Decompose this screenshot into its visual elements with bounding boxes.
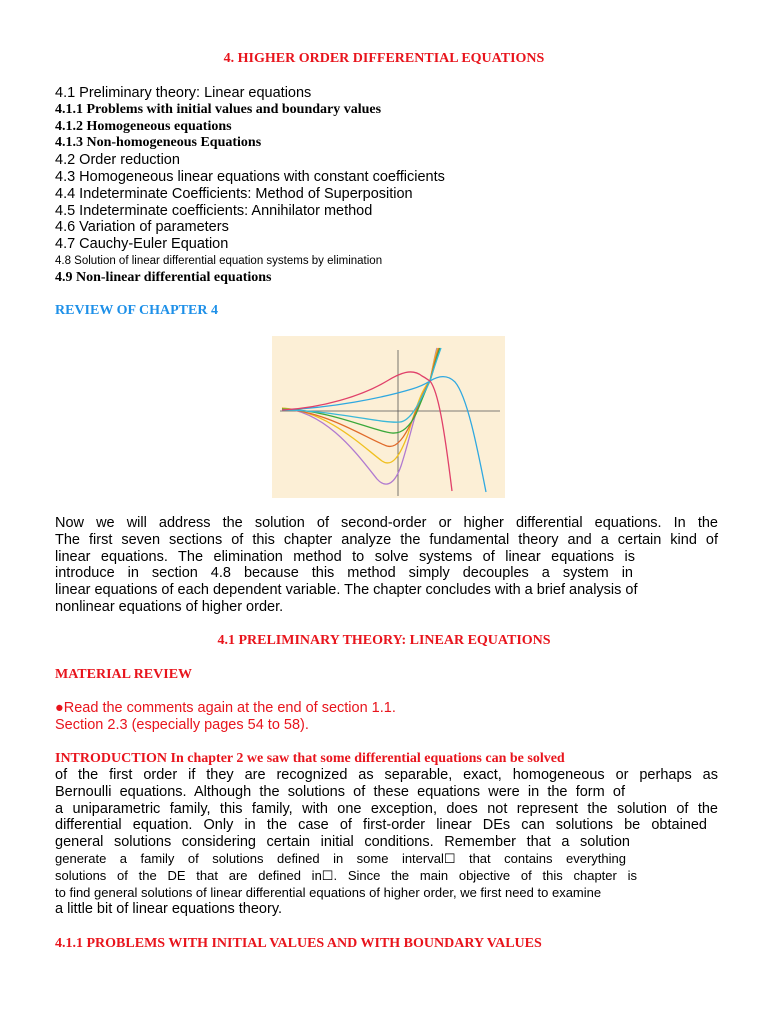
material-review-item: Section 2.3 (especially pages 54 to 58). xyxy=(55,716,309,733)
toc-item: 4.5 Indeterminate coefficients: Annihilator method xyxy=(55,202,373,219)
text-line: differential equation. Only in the case of first-order linear DEs can solutions be obtained xyxy=(55,817,707,834)
toc-item: 4.1.3 Non-homogeneous Equations xyxy=(55,135,262,151)
toc-item: 4.1.1 Problems with initial values and boundary values xyxy=(55,101,382,117)
table-of-contents xyxy=(55,85,445,287)
material-review-item: ●Read the comments again at the end of section 1.1. xyxy=(55,700,396,716)
solution-curve xyxy=(282,377,486,492)
text-line: of the first order if they are recognized as separable, exact, homogeneous or perhaps as xyxy=(55,767,718,783)
text-line: linear equations of each dependent variable. The chapter concludes with a brief analysis of xyxy=(55,582,638,599)
introduction-paragraph xyxy=(55,767,718,918)
toc-item: 4.6 Variation of parameters xyxy=(55,219,229,236)
text-line: Now we will address the solution of second-order or higher differential equations. In the xyxy=(55,515,718,531)
text-line: Bernoulli equations. Although the solutions of these equations were in the form of xyxy=(55,783,625,800)
toc-item: 4.3 Homogeneous linear equations with constant coefficients xyxy=(55,168,445,185)
text-line: linear equations. The elimination method to solve systems of linear equations is xyxy=(55,548,635,565)
material-review-list xyxy=(55,700,396,734)
solution-curves-figure xyxy=(272,336,505,498)
text-line: solutions of the DE that are defined in☐. Since the main objective of this chapter is xyxy=(55,867,637,883)
text-line: a uniparametric family, this family, with one exception, does not represent the solution of the xyxy=(55,800,718,817)
section-4-1-1-heading: 4.1.1 PROBLEMS WITH INITIAL VALUES AND WITH BOUNDARY VALUES xyxy=(55,936,542,951)
toc-item: 4.8 Solution of linear differential equation systems by elimination xyxy=(55,254,383,267)
text-line: nonlinear equations of higher order. xyxy=(55,598,284,615)
solution-curves-plot xyxy=(272,336,505,498)
chapter-title: 4. HIGHER ORDER DIFFERENTIAL EQUATIONS xyxy=(223,51,545,66)
solution-curve xyxy=(282,348,440,433)
solution-curve xyxy=(282,348,438,463)
material-review-heading: MATERIAL REVIEW xyxy=(55,667,193,682)
text-line: a little bit of linear equations theory. xyxy=(55,901,283,918)
text-line: to find general solutions of linear differential equations of higher order, we first need to examine xyxy=(55,884,602,900)
toc-item: 4.4 Indeterminate Coefficients: Method of Superposition xyxy=(55,185,413,202)
toc-item: 4.9 Non-linear differential equations xyxy=(55,269,272,285)
toc-item: 4.1 Preliminary theory: Linear equations xyxy=(55,85,312,101)
section-4-1-heading: 4.1 PRELIMINARY THEORY: LINEAR EQUATIONS xyxy=(217,633,551,648)
text-line: The first seven sections of this chapter analyze the fundamental theory and a certain kind of xyxy=(55,531,718,548)
toc-item: 4.1.2 Homogeneous equations xyxy=(55,118,232,134)
solution-curve xyxy=(282,348,439,446)
text-line: generate a family of solutions defined in some interval☐ that contains everything xyxy=(55,850,626,866)
text-line: introduce in section 4.8 because this method simply decouples a system in xyxy=(55,565,633,582)
toc-item: 4.2 Order reduction xyxy=(55,152,180,169)
overview-paragraph xyxy=(55,515,718,616)
text-line: general solutions considering certain initial conditions. Remember that a solution xyxy=(55,834,630,851)
review-heading: REVIEW OF CHAPTER 4 xyxy=(55,303,218,318)
toc-item: 4.7 Cauchy-Euler Equation xyxy=(55,236,229,253)
introduction-heading: INTRODUCTION In chapter 2 we saw that some differential equations can be solved xyxy=(55,751,565,766)
